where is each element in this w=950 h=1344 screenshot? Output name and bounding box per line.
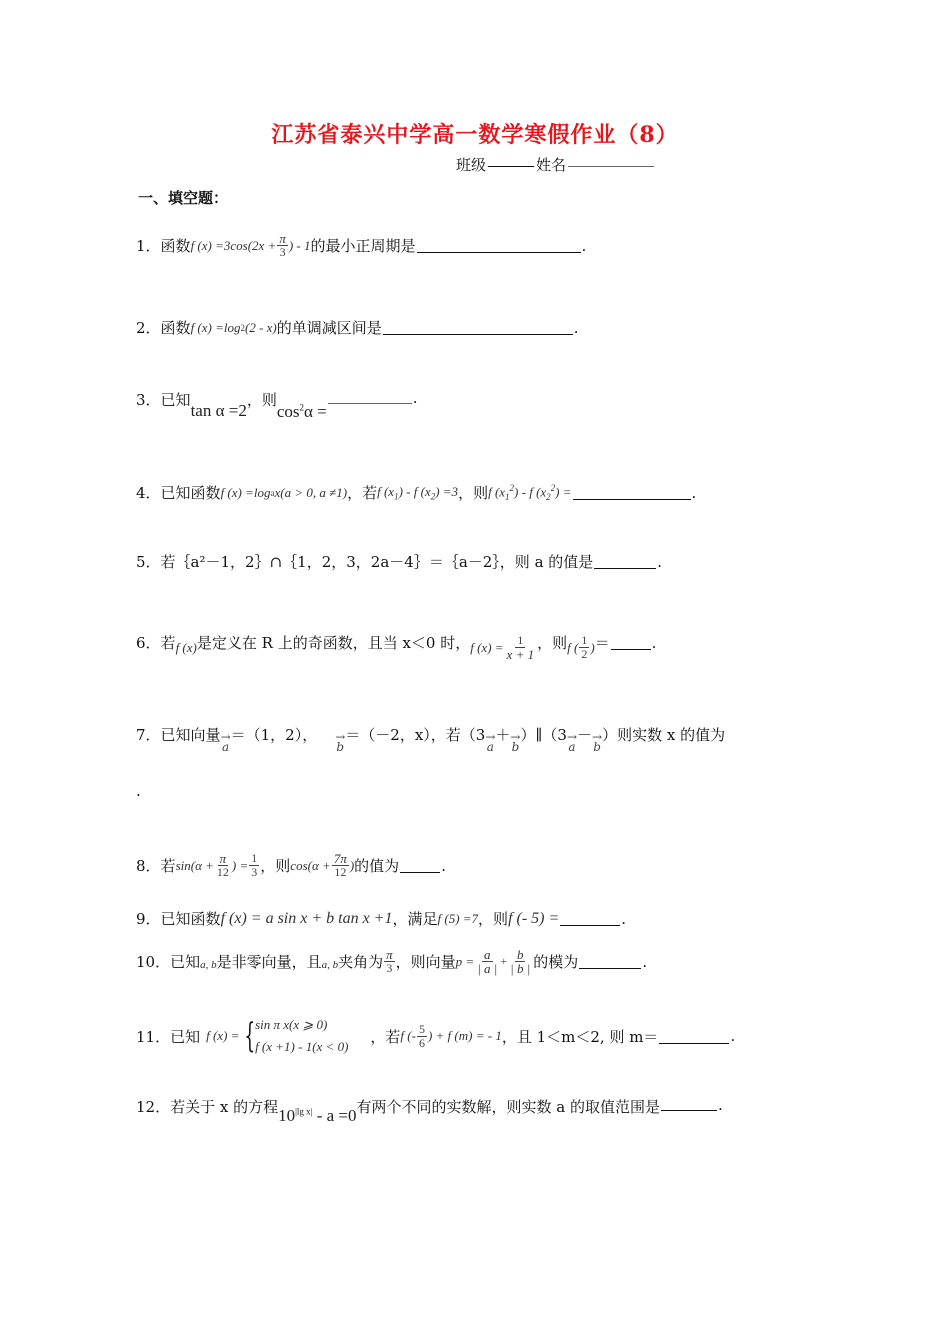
q-num: 12． — [136, 1098, 171, 1116]
class-blank — [488, 166, 534, 167]
q-text: 的最小正周期是 — [310, 237, 416, 255]
q-text: ）则实数 x 的值为 — [602, 725, 726, 744]
q-num: 4． — [136, 484, 161, 502]
q-text: ，满足 — [392, 910, 438, 928]
q4-expression: f $(x_1^2)$ - f $(x_2^2)$ = — [488, 483, 572, 502]
q-text: 的值为 — [354, 857, 400, 875]
q2-formula: f (x) =log — [190, 319, 241, 335]
vector-a: → a — [485, 730, 496, 754]
q8-eq: ) = — [231, 857, 249, 873]
q10-unit-a: $\frac{a}{| a |}$ — [477, 947, 498, 976]
q8-pi-fraction: $\frac{\pi}{12}$ — [216, 851, 229, 879]
q10-vectors: a, b — [321, 958, 339, 971]
q-num: 11． — [136, 1027, 171, 1046]
q-num: 10． — [136, 953, 171, 971]
question-9 — [136, 908, 626, 929]
q12-equation: $10^{|lg x|} - a =0$ — [278, 1106, 357, 1125]
q-text: ，且 1＜m＜2, 则 m＝ — [501, 1027, 659, 1046]
answer-blank[interactable] — [661, 1096, 717, 1111]
q-text: ，则 — [260, 857, 291, 875]
name-blank — [568, 166, 654, 167]
q11-cases: sin π x(x ⩾ 0) f (x +1) - 1(x < 0) — [255, 1017, 349, 1054]
q10-pi-fraction: $\frac{\pi}{3}$ — [386, 947, 393, 975]
q-text: ，则向量 — [395, 953, 456, 971]
q-num: 9． — [136, 910, 161, 928]
q-num: 8． — [136, 857, 161, 875]
q11-eval-tail: ) + f (m) = - 1 — [427, 1028, 502, 1043]
q11-fraction: $\frac{5}{6}$ — [418, 1021, 425, 1050]
q10-p: p = — [455, 953, 475, 969]
q-lead: 函数 — [160, 237, 191, 255]
vector-a: → a — [566, 730, 578, 754]
q-num: 1． — [136, 237, 161, 255]
q1-formula-tail: ) - 1 — [288, 237, 311, 253]
q-text: ＋ — [495, 725, 511, 744]
q-text: ）∥（3 — [520, 725, 567, 744]
q4-condition: f $(x_1)$ - f $(x_2) =3$ — [377, 483, 459, 502]
q-end: . — [136, 782, 141, 800]
section-heading: 一、填空题： — [138, 189, 229, 207]
q-num: 2． — [136, 319, 161, 337]
q-end: . — [651, 633, 657, 652]
q1-formula: f (x) =3cos(2x + — [190, 237, 277, 253]
q-text: 的模为 — [533, 953, 579, 971]
q8-close: ) — [349, 857, 355, 873]
q-end: . — [691, 483, 697, 502]
q-text: ，若 — [347, 484, 378, 502]
brace-icon: { — [244, 1016, 256, 1056]
q-num: 3． — [136, 391, 161, 409]
q11-fx: f (x) = — [206, 1028, 240, 1043]
question-8 — [136, 852, 446, 879]
q-text: ＝（－2，x），若（3 — [345, 725, 486, 744]
q2-log-base: 2 — [240, 322, 245, 333]
answer-blank[interactable] — [328, 389, 412, 404]
q6-half: $\frac{1}{2}$ — [581, 633, 588, 661]
question-10 — [136, 948, 647, 975]
q-end: . — [657, 552, 663, 571]
q-text: ＝（1，2）， — [230, 725, 318, 744]
q9-condition: f (5) =7 — [437, 910, 479, 926]
question-11 — [136, 1014, 735, 1058]
q-end: . — [717, 1096, 723, 1114]
question-2 — [136, 317, 579, 338]
q8-third: $\frac{1}{3}$ — [251, 851, 258, 879]
answer-blank[interactable] — [400, 858, 440, 873]
question-3 — [136, 389, 418, 422]
q8-7pi-fraction: $\frac{7\pi}{12}$ — [333, 851, 347, 879]
answer-blank[interactable] — [383, 320, 573, 335]
q4-formula: f (x) =log — [220, 484, 271, 500]
q-lead: 已知函数 — [160, 484, 221, 502]
answer-blank[interactable] — [573, 485, 691, 500]
q9-formula: f (x) = a sin x + b tan x +1 — [220, 909, 393, 927]
question-6 — [136, 624, 656, 661]
q-end: . — [730, 1027, 736, 1045]
page-title: 江苏省泰兴中学高一数学寒假作业（8） — [271, 122, 679, 148]
q-text: 的单调减区间是 — [276, 319, 382, 337]
q-text: ，则 — [458, 484, 489, 502]
answer-blank[interactable] — [417, 238, 581, 253]
q-text: 是定义在 R 上的奇函数，且当 x＜0 时， — [196, 634, 471, 652]
q-num: 6． — [136, 634, 161, 652]
vector-b: → b — [592, 730, 603, 754]
q-lead: 已知 — [160, 391, 191, 409]
q-text: ，则 — [537, 634, 568, 652]
q2-log-arg: (2 - x) — [245, 319, 277, 335]
q-text: ，则 — [478, 910, 509, 928]
q-lead: 若 — [160, 857, 176, 875]
question-4 — [136, 482, 696, 503]
name-label: 姓名 — [536, 156, 567, 174]
vector-a: → a — [220, 730, 231, 754]
q-end: . — [621, 909, 627, 928]
q1-pi-fraction: $\frac{\pi}{3}$ — [279, 231, 286, 259]
q9-expression: f (- 5) = — [508, 909, 560, 927]
q-text: ，则 — [246, 391, 277, 409]
q-text: ，若 — [370, 1027, 401, 1046]
question-1 — [136, 232, 586, 259]
q4-formula-tail: x(a > 0, a ≠1) — [274, 484, 348, 500]
question-5 — [136, 551, 662, 572]
q-lead: 若关于 x 的方程 — [170, 1098, 279, 1116]
question-7 — [136, 716, 725, 752]
question-12 — [136, 1096, 723, 1126]
question-7-tail — [136, 782, 141, 800]
q-lead: 函数 — [160, 319, 191, 337]
q-end: . — [581, 236, 587, 255]
class-name-line — [456, 154, 654, 175]
q-lead: 已知向量 — [160, 725, 221, 744]
q6-formula: f (x) = — [470, 639, 504, 655]
q-eq: ＝ — [594, 634, 610, 652]
vector-b: → b — [510, 730, 521, 754]
q-lead: 若 — [160, 634, 176, 652]
q11-eval: f (- — [400, 1028, 416, 1043]
q-text: 是非零向量，且 — [216, 953, 322, 971]
q-end: . — [642, 952, 648, 971]
q-text: 若｛a²－1，2｝∩｛1，2，3，2a－4｝＝｛a－2｝，则 a 的值是 — [160, 553, 594, 571]
class-label: 班级 — [456, 156, 487, 174]
q-end: . — [412, 389, 418, 407]
answer-blank[interactable] — [611, 635, 651, 650]
answer-blank[interactable] — [579, 954, 641, 969]
q3-condition: tan α =2 — [190, 401, 247, 420]
q-text: 夹角为 — [338, 953, 384, 971]
q-num: 7． — [136, 725, 161, 744]
q-lead: 已知函数 — [160, 910, 221, 928]
answer-blank[interactable] — [594, 554, 656, 569]
q4-log-base: a — [270, 487, 275, 498]
q8-sin: sin(α + — [175, 857, 214, 873]
q-text: － — [577, 725, 593, 744]
q6-fraction: $\frac{1}{x + 1}$ — [506, 633, 535, 662]
q6-fx: f (x) — [175, 639, 197, 655]
q-num: 5． — [136, 553, 161, 571]
q8-cos: cos(α + — [290, 857, 331, 873]
q10-unit-b: $\frac{b}{| b |}$ — [510, 947, 531, 976]
vector-b: → b — [335, 730, 346, 754]
q6-eval: f ( — [567, 639, 579, 655]
q-lead: 已知 — [170, 1027, 201, 1046]
q-lead: 已知 — [170, 953, 201, 971]
answer-blank[interactable] — [659, 1029, 729, 1044]
q10-plus: + — [500, 954, 508, 968]
q3-expression: $\cos^2\alpha$ = — [276, 402, 327, 421]
q-end: . — [441, 856, 446, 875]
q10-vectors: a, b — [200, 958, 217, 971]
q-end: . — [573, 318, 579, 337]
q-text: 有两个不同的实数解，则实数 a 的取值范围是 — [356, 1098, 660, 1116]
q6-eval-close: ) — [590, 639, 595, 655]
answer-blank[interactable] — [560, 911, 620, 926]
